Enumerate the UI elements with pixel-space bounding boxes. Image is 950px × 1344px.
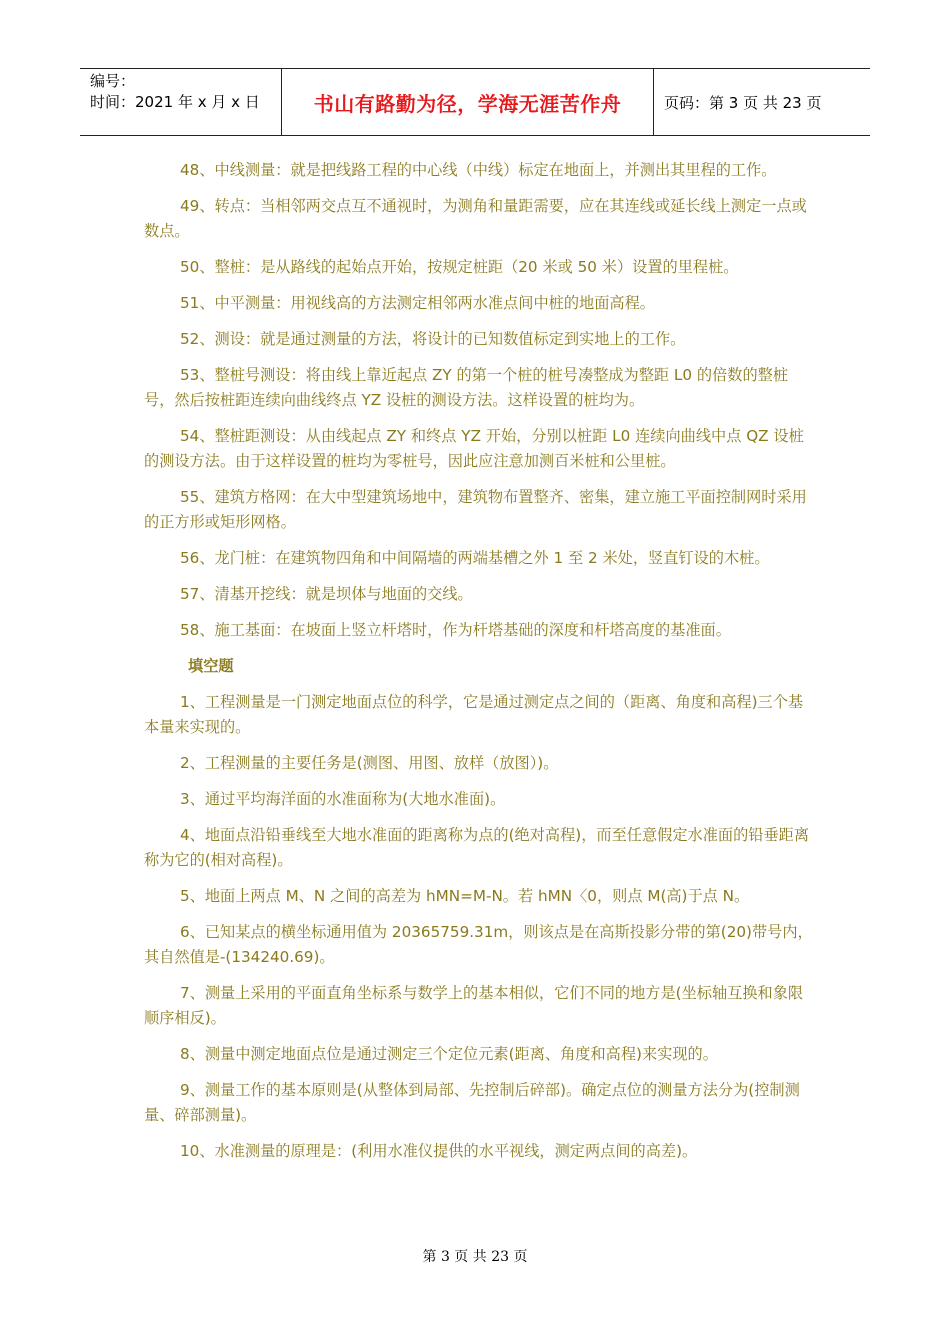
definition-item-53: 53、整桩号测设：将由线上靠近起点 ZY 的第一个桩的桩号凑整成为整距 L0 的倍数的整桩号，然后按桩距连续向曲线终点 YZ 设桩的测设方法。这样设置的桩均为。 [144, 366, 789, 409]
header-meta [80, 69, 282, 135]
definition-item-49: 49、转点：当相邻两交点互不通视时，为测角和量距需要，应在其连线或延长线上测定一点或数点。 [144, 197, 807, 240]
page-header [80, 68, 870, 136]
fill-item-5: 5、地面上两点 M、N 之间的高差为 hMN=M-N。若 hMN〈0，则点 M(高)于点 N。 [180, 887, 750, 905]
header-page-info: 页码：第 3 页 共 23 页 [664, 93, 822, 112]
definition-item-55: 55、建筑方格网：在大中型建筑场地中，建筑物布置整齐、密集，建立施工平面控制网时采用的正方形或矩形网格。 [144, 488, 807, 531]
definition-item-52: 52、测设：就是通过测量的方法，将设计的已知数值标定到实地上的工作。 [180, 330, 686, 348]
definition-item-51: 51、中平测量：用视线高的方法测定相邻两水准点间中桩的地面高程。 [180, 294, 655, 312]
document-body [144, 158, 816, 1175]
definition-item-54: 54、整桩距测设：从由线起点 ZY 和终点 YZ 开始，分别以桩距 L0 连续向曲线中点 QZ 设桩的测设方法。由于这样设置的桩均为零桩号，因此应注意加测百米桩和公里桩。 [144, 427, 804, 470]
fill-item-8: 8、测量中测定地面点位是通过测定三个定位元素(距离、角度和高程)来实现的。 [180, 1045, 718, 1063]
section-heading-fill-in: 填空题 [188, 657, 234, 675]
definition-item-50: 50、整桩：是从路线的起始点开始，按规定桩距（20 米或 50 米）设置的里程桩。 [180, 258, 739, 276]
fill-item-4: 4、地面点沿铅垂线至大地水准面的距离称为点的(绝对高程)，而至任意假定水准面的铅垂距离称为它的(相对高程)。 [144, 826, 810, 869]
definition-item-57: 57、清基开挖线：就是坝体与地面的交线。 [180, 585, 473, 603]
fill-item-3: 3、通过平均海洋面的水准面称为(大地水准面)。 [180, 790, 506, 808]
header-motto: 书山有路勤为径，学海无涯苦作舟 [282, 69, 654, 135]
fill-item-7: 7、测量上采用的平面直角坐标系与数学上的基本相似，它们不同的地方是(坐标轴互换和象限顺序相反)。 [144, 984, 804, 1027]
document-date: 时间：2021 年 x 月 x 日 [90, 93, 260, 111]
definition-item-48: 48、中线测量：就是把线路工程的中心线（中线）标定在地面上，并测出其里程的工作。 [180, 161, 777, 179]
fill-item-9: 9、测量工作的基本原则是(从整体到局部、先控制后碎部)。确定点位的测量方法分为(控制测量、碎部测量)。 [144, 1081, 800, 1124]
fill-item-1: 1、工程测量是一门测定地面点位的科学，它是通过测定点之间的（距离、角度和高程)三个基本量来实现的。 [144, 693, 804, 736]
fill-item-10: 10、水准测量的原理是：(利用水准仪提供的水平视线，测定两点间的高差)。 [180, 1142, 698, 1160]
definition-item-56: 56、龙门桩：在建筑物四角和中间隔墙的两端基槽之外 1 至 2 米处，竖直钉设的木桩。 [180, 549, 770, 567]
fill-item-2: 2、工程测量的主要任务是(测图、用图、放样（放图）)。 [180, 754, 559, 772]
document-number-label: 编号： [90, 72, 136, 90]
page-footer: 第 3 页 共 23 页 [422, 1249, 528, 1265]
definition-item-58: 58、施工基面：在坡面上竖立杆塔时，作为杆塔基础的深度和杆塔高度的基准面。 [180, 621, 731, 639]
fill-item-6: 6、已知某点的横坐标通用值为 20365759.31m，则该点是在高斯投影分带的第(20)带号内，其自然值是-(134240.69)。 [144, 923, 813, 966]
